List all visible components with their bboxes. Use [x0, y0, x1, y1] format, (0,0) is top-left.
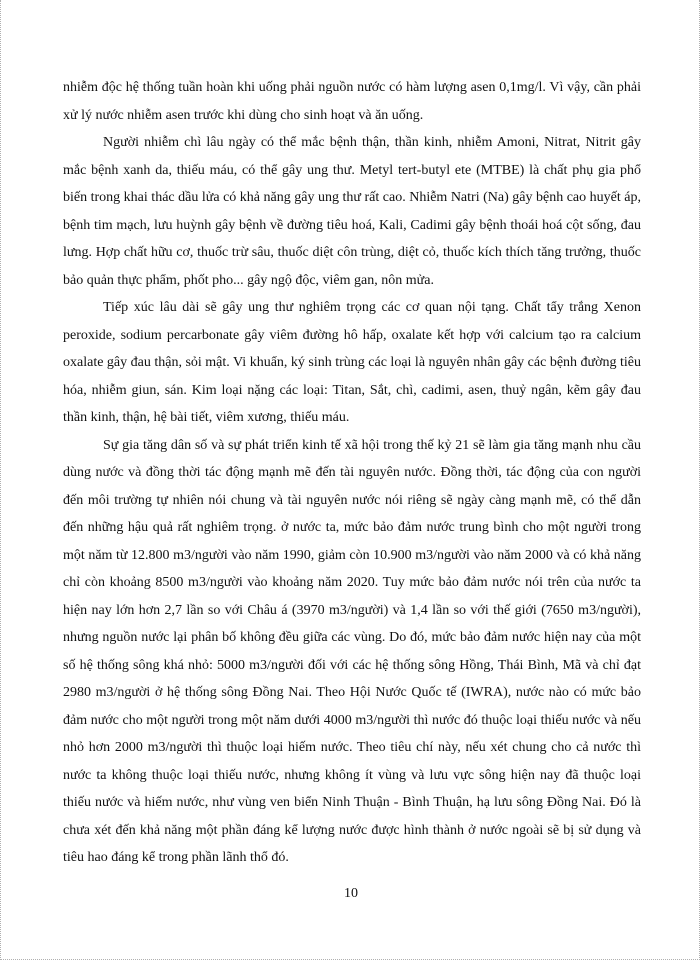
paragraph-lead-effects: Người nhiễm chì lâu ngày có thể mắc bệnh thận, thần kinh, nhiễm Amoni, Nitrat, Nitrit gây mắc bệnh xanh da, thiếu máu, có thể gây ung thư. Metyl tert-butyl ete (MTBE) là chất phụ gia phổ biến trong khai thác dầu lửa có khả năng gây ung thư rất cao. Nhiễm Natri (Na) gây bệnh cao huyết áp, bệnh tim mạch, lưu huỳnh gây bệnh về đường tiêu hoá, Kali, Cadimi gây bệnh thoái hoá cột sống, đau lưng. Hợp chất hữu cơ, thuốc trừ sâu, thuốc diệt côn trùng, diệt cỏ, thuốc kích thích tăng trưởng, thuốc bảo quản thực phẩm, phốt pho... gây ngộ độc, viêm gan, nôn mửa.	[63, 135, 641, 288]
paragraph-water-demand: Sự gia tăng dân số và sự phát triển kinh tế xã hội trong thế kỷ 21 sẽ làm gia tăng mạnh nhu cầu dùng nước và đồng thời tác động mạnh mẽ đến tài nguyên nước. Đồng thời, tác động của con người đến môi trường tự nhiên nói chung và tài nguyên nước nói riêng sẽ ngày càng mạnh mẽ, có thể dẫn đến những hậu quả rất nghiêm trọng. ở nước ta, mức bảo đảm nước trung bình cho một người trong một năm từ 12.800 m3/người vào năm 1990, giảm còn 10.900 m3/người vào năm 2000 và có khả năng chỉ còn khoảng 8500 m3/người vào khoảng năm 2020. Tuy mức bảo đảm nước nói trên của nước ta hiện nay lớn hơn 2,7 lần so với Châu á (3970 m3/người) và 1,4 lần so với thế giới (7650 m3/người), nhưng nguồn nước lại phân bố không đều giữa các vùng. Do đó, mức bảo đảm nước hiện nay của một số hệ thống sông khá nhỏ: 5000 m3/người đối với các hệ thống sông Hồng, Thái Bình, Mã và chỉ đạt 2980 m3/người ở hệ thống sông Đồng Nai. Theo Hội Nước Quốc tế (IWRA), nước nào có mức bảo đảm nước cho một người trong một năm dưới 4000 m3/người thì nước đó thuộc loại thiếu nước và nếu nhỏ hơn 2000 m3/người thì thuộc loại hiếm nước. Theo tiêu chí này, nếu xét chung cho cả nước thì nước ta không thuộc loại thiếu nước, nhưng không ít vùng và lưu vực sông hiện nay đã thuộc loại thiếu nước và hiếm nước, như vùng ven biển Ninh Thuận - Bình Thuận, hạ lưu sông Đồng Nai. Đó là chưa xét đến khả năng một phần đáng kể lượng nước được hình thành ở nước ngoài sẽ bị sử dụng và tiêu hao đáng kể trong phần lãnh thổ đó.	[63, 437, 641, 865]
page-number: 10	[344, 886, 358, 901]
paragraph-continuation: nhiễm độc hệ thống tuần hoàn khi uống phải nguồn nước có hàm lượng asen 0,1mg/l. Vì vậy, cần phải xử lý nước nhiễm asen trước khi dùng cho sinh hoạt và ăn uống.	[63, 80, 641, 123]
paragraph-long-term-exposure: Tiếp xúc lâu dài sẽ gây ung thư nghiêm trọng các cơ quan nội tạng. Chất tẩy trắng Xenon peroxide, sodium percarbonate gây viêm đường hô hấp, oxalate kết hợp với calcium tạo ra calcium oxalate gây đau thận, sỏi mật. Vi khuẩn, ký sinh trùng các loại là nguyên nhân gây các bệnh đường tiêu hóa, nhiễm giun, sán. Kim loại nặng các loại: Titan, Sắt, chì, cadimi, asen, thuỷ ngân, kẽm gây đau thần kinh, thận, hệ bài tiết, viêm xương, thiếu máu.	[63, 300, 642, 425]
document-body	[63, 74, 641, 872]
